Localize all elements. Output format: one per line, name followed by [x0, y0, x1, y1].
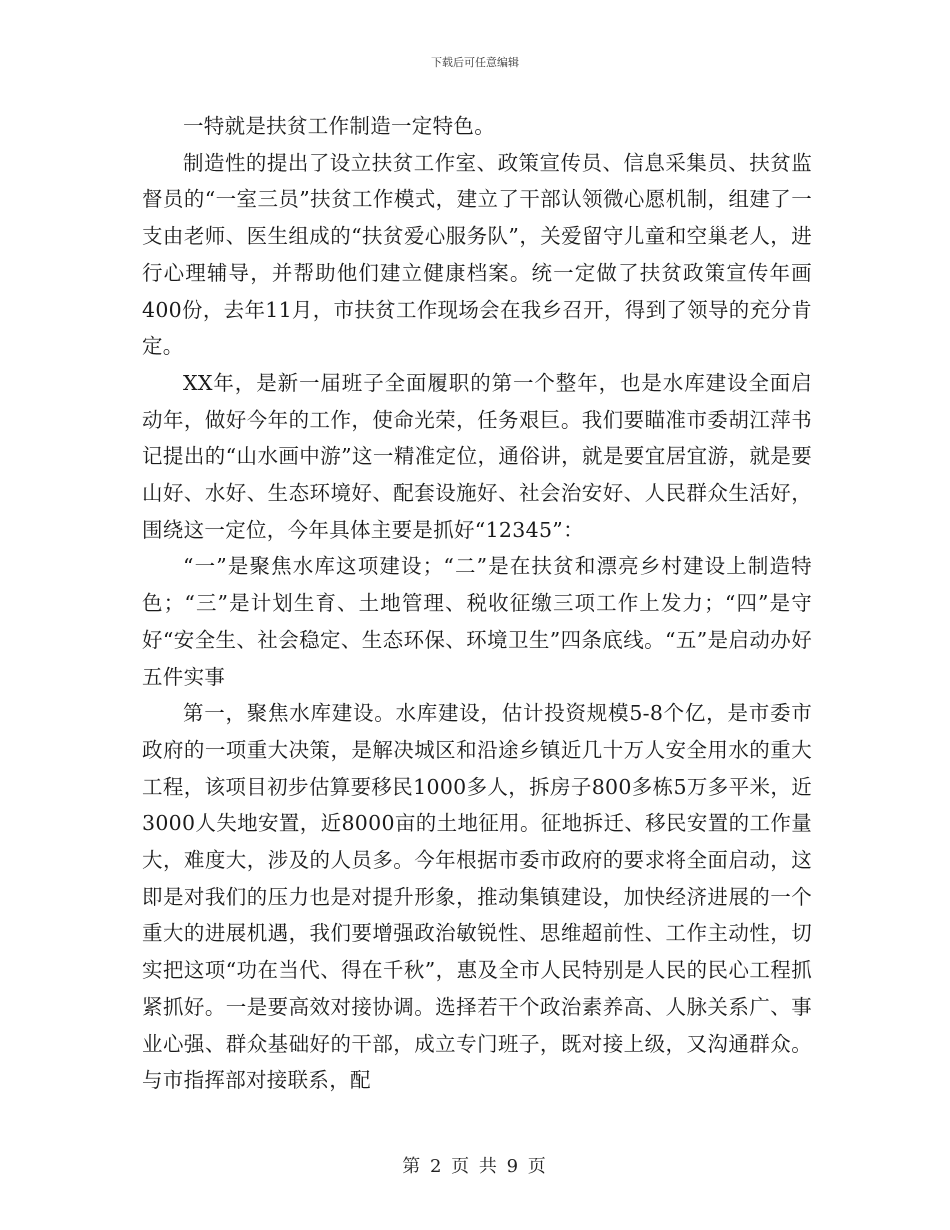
page-number-footer: 第 2 页 共 9 页 [402, 1156, 548, 1177]
paragraph-1: 一特就是扶贫工作制造一定特色。 [183, 114, 495, 138]
paragraph-5: 第一，聚焦水库建设。水库建设，估计投资规模5-8个亿，是市委市政府的一项重大决策，是解决城区和沿途乡镇近几十万人安全用水的重大工程，该项目初步估算要移民1000多人，拆房子800多栋5万多平米，近3000人失地安置，近8000亩的土地征用。征地拆迁、移民安置的工作量大，难度大，涉及的人员多。今年根据市委市政府的要求将全面启动，这即是对我们的压力也是对提升形象，推动集镇建设，加快经济进展的一个重大的进展机遇，我们要增强政治敏锐性、思维超前性、工作主动性，切实把这项“功在当代、得在千秋”，惠及全市人民特别是人民的民心工程抓紧抓好。一是要高效对接协调。选择若干个政治素养高、人脉关系广、事业心强、群众基础好的干部，成立专门班子，既对接上级，又沟通群众。与市指挥部对接联系，配 [142, 701, 812, 1093]
paragraph-4: “一”是聚焦水库这项建设；“二”是在扶贫和漂亮乡村建设上制造特色；“三”是计划生育、土地管理、税收征缴三项工作上发力；“四”是守好“安全生、社会稳定、生态环保、环境卫生”四条底线。“五”是启动办好五件实事 [142, 554, 812, 689]
paragraph-3: XX年，是新一届班子全面履职的第一个整年，也是水库建设全面启动年，做好今年的工作，使命光荣，任务艰巨。我们要瞄准市委胡江萍书记提出的“山水画中游”这一精准定位，通俗讲，就是要宜居宜游，就是要山好、水好、生态环境好、配套设施好、社会治安好、人民群众生活好，围绕这一定位，今年具体主要是抓好“12345”： [142, 370, 812, 542]
page-header-note: 下载后可任意编辑 [431, 56, 519, 69]
paragraph-2: 制造性的提出了设立扶贫工作室、政策宣传员、信息采集员、扶贫监督员的“一室三员”扶贫工作模式，建立了干部认领微心愿机制，组建了一支由老师、医生组成的“扶贫爱心服务队”，关爱留守儿童和空巢老人，进行心理辅导，并帮助他们建立健康档案。统一定做了扶贫政策宣传年画400份，去年11月，市扶贫工作现场会在我乡召开，得到了领导的充分肯定。 [142, 150, 812, 359]
document-body [142, 108, 812, 1099]
